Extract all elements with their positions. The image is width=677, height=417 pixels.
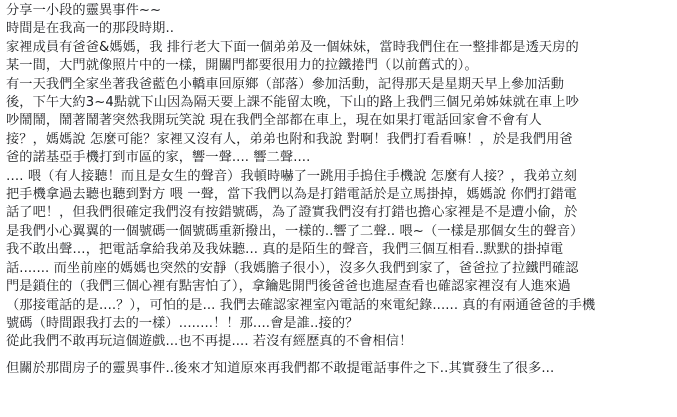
post-line: 話了吧！，但我們很確定我們沒有按錯號碼，為了證實我們沒有打錯也擔心家裡是不是遭小偷，於 — [6, 205, 578, 221]
post-line: 吵鬧鬧，鬧著鬧著突然我開玩笑說 現在我們全部都在車上，現在如果打電話回家會不會有人 — [6, 113, 542, 129]
post-line: 話....... 而坐前座的媽媽也突然的安靜（我媽膽子很小），沒多久我們到家了，爸爸拉了拉鐵門確認 — [6, 260, 579, 276]
post-line: 門是鎖住的（我們三個心裡有點害怕了），拿鑰匙開門後爸爸也進屋查看也確認家裡沒有人進來過 — [6, 279, 571, 295]
post-line: 後，下午大約3~4點就下山因為隔天要上課不能留太晚，下山的路上我們三個兄弟姊妹就在車上吵 — [6, 95, 579, 111]
post-body — [6, 2, 671, 378]
post-line: 家裡成員有爸爸&媽媽，我 排行老大下面一個弟弟及一個妹妹，當時我們住在一整排都是透天房的 — [6, 39, 579, 55]
post-line: 接？，媽媽說 怎麼可能？家裡又沒有人，弟弟也附和我說 對啊！我們打看看嘛！，於是我們用爸 — [6, 131, 573, 147]
post-line: 有一天我們全家坐著我爸藍色小轎車回原鄉（部落）參加活動，記得那天是星期天早上參加活動 — [6, 76, 565, 92]
post-footer-line: 但關於那間房子的靈異事件..後來才知道原來再我們都不敢提電話事件之下..其實發生了很多... — [6, 360, 555, 376]
post-line: 我不敢出聲…，把電話拿給我弟及我妹聽... 真的是陌生的聲音，我們三個互相看..默默的掛掉電 — [6, 242, 564, 258]
post-line: 爸的諾基亞手機打到市區的家，響一聲.... 響二聲.... — [6, 150, 311, 166]
post-line: 某一間，大門就像照片中的一樣，開關門都要很用力的拉鐵捲門（以前舊式的）。 — [6, 58, 478, 74]
post-line: 時間是在我高一的那段時期.. — [6, 21, 175, 37]
post-line: 把手機拿過去聽也聽到對方 喂 一聲，當下我們以為是打錯電話於是立馬掛掉，媽媽說 你們打錯電 — [6, 187, 577, 203]
post-line: （那接電話的是....？），可怕的是... 我們去確認家裡室內電話的來電紀錄...... 真的有兩通爸爸的手機 — [6, 297, 596, 313]
post-line: 分享一小段的靈異事件~~ — [6, 3, 162, 18]
post-line: 從此我們不敢再玩這個遊戲...也不再提.... 若沒有經歷真的不會相信！ — [6, 334, 413, 350]
post-line: 是我們小心翼翼的一個號碼一個號碼重新撥出，一樣的..響了二聲.. 喂~（一樣是那個女生的聲音） — [6, 223, 584, 239]
post-line: 號碼（時間跟我打去的一樣）........！！那....會是誰..接的？ — [6, 315, 359, 331]
post-line: …. 喂（有人接聽！而且是女生的聲音）我頓時嚇了一跳用手摀住手機說 怎麼有人接？，我弟立刻 — [6, 168, 577, 184]
